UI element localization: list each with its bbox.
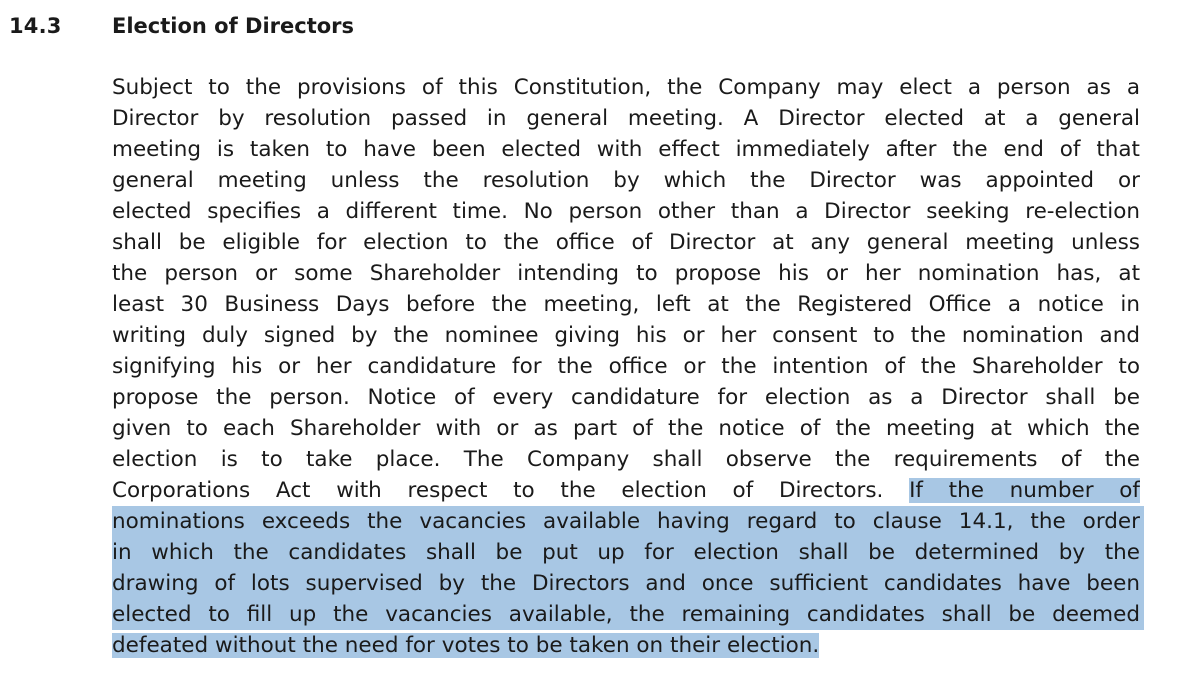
body-line: Subject to the provisions of this Constitution, the Company may elect a person as a bbox=[112, 75, 1140, 100]
clause-body bbox=[112, 72, 1140, 661]
highlighted-text[interactable]: If the number of bbox=[909, 478, 1140, 503]
body-line: propose the person. Notice of every candidature for election as a Director shall be bbox=[112, 385, 1140, 410]
body-line: shall be eligible for election to the office of Director at any general meeting unless bbox=[112, 230, 1140, 255]
highlighted-line[interactable]: drawing of lots supervised by the Directors and once sufficient candidates have been bbox=[112, 568, 1144, 599]
body-line: meeting is taken to have been elected with effect immediately after the end of that bbox=[112, 137, 1140, 162]
body-line: election is to take place. The Company shall observe the requirements of the bbox=[112, 447, 1140, 472]
body-line-mixed bbox=[112, 475, 1140, 506]
clause-heading: Election of Directors bbox=[112, 14, 355, 38]
body-line: elected specifies a different time. No person other than a Director seeking re-election bbox=[112, 199, 1140, 224]
highlighted-line[interactable]: elected to fill up the vacancies available, the remaining candidates shall be deemed bbox=[112, 599, 1144, 630]
highlighted-line[interactable]: in which the candidates shall be put up for election shall be determined by the bbox=[112, 537, 1144, 568]
plain-text: Corporations Act with respect to the election of Directors. bbox=[112, 478, 910, 503]
highlighted-line[interactable]: nominations exceeds the vacancies available having regard to clause 14.1, the order bbox=[112, 506, 1144, 537]
body-line: the person or some Shareholder intending to propose his or her nomination has, at bbox=[112, 261, 1140, 286]
body-line: general meeting unless the resolution by which the Director was appointed or bbox=[112, 168, 1140, 193]
body-line: Director by resolution passed in general meeting. A Director elected at a general bbox=[112, 106, 1140, 131]
clause-number: 14.3 bbox=[9, 14, 62, 38]
highlighted-text[interactable]: defeated without the need for votes to be taken on their election. bbox=[112, 633, 820, 658]
body-line: signifying his or her candidature for the office or the intention of the Shareholder to bbox=[112, 354, 1140, 379]
body-line: least 30 Business Days before the meeting, left at the Registered Office a notice in bbox=[112, 292, 1140, 317]
body-line: writing duly signed by the nominee giving his or her consent to the nomination and bbox=[112, 323, 1140, 348]
highlighted-line-last[interactable] bbox=[112, 630, 1140, 661]
body-line: given to each Shareholder with or as part of the notice of the meeting at which the bbox=[112, 416, 1140, 441]
